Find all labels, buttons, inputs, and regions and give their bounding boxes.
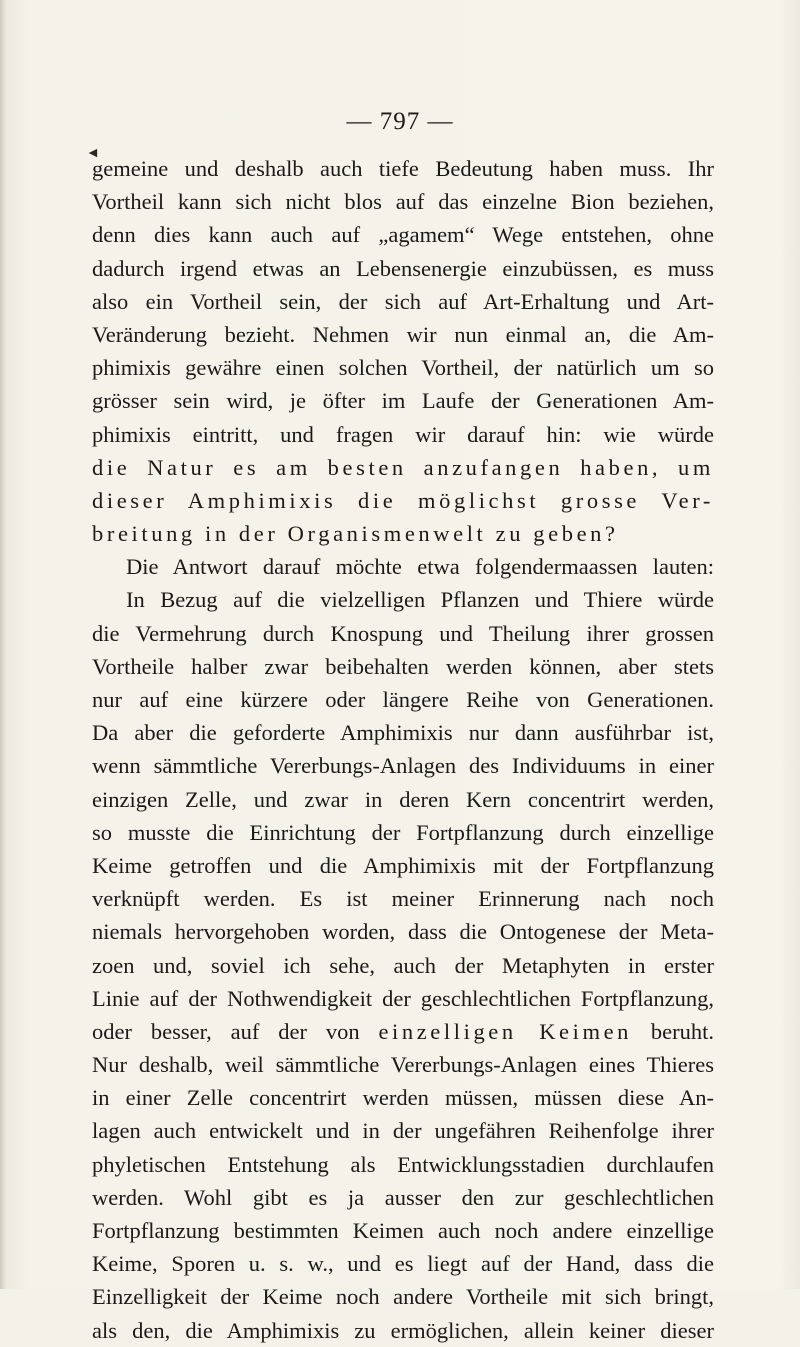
text-line-17: nur auf eine kürzere oder längere Reihe von Generationen.	[92, 687, 714, 712]
text-line-11-emphasis: dieser Amphimixis die möglichst grosse Ver-	[92, 487, 714, 513]
text-line-27-end: beruht.	[650, 1018, 714, 1044]
text-line-10-emphasis: die Natur es am besten anzufangen haben, um	[92, 454, 714, 480]
text-line-9: phimixis eintritt, und fragen wir darauf hin: wie würde	[92, 421, 714, 447]
text-line-12-emphasis: breitung in der Organismenwelt zu geben?	[92, 521, 619, 547]
text-line-27-start: oder besser, auf der von	[92, 1018, 360, 1044]
text-line-4: dadurch irgend etwas an Lebensenergie einzubüssen, es muss	[92, 255, 714, 281]
text-line-32: werden. Wohl gibt es ja ausser den zur geschlechtlichen	[92, 1184, 714, 1210]
text-line-14: In Bezug auf die vielzelligen Pflanzen und Thiere würde	[126, 587, 714, 613]
text-line-26: Linie auf der Nothwendigkeit der geschlechtlichen Fortpflanzung,	[92, 985, 714, 1011]
text-line-19: wenn sämmtliche Vererbungs-Anlagen des Individuums in einer	[92, 753, 714, 779]
text-line-31: phyletischen Entstehung als Entwicklungsstadien durchlaufen	[92, 1151, 714, 1177]
text-line-5: also ein Vortheil sein, der sich auf Art-Erhaltung und Art-	[92, 288, 714, 314]
text-line-35: Einzelligkeit der Keime noch andere Vortheile mit sich bringt,	[92, 1284, 714, 1310]
text-line-28: Nur deshalb, weil sämmtliche Vererbungs-Anlagen eines Thieres	[92, 1052, 714, 1078]
text-line-3: denn dies kann auch auf „agamem“ Wege entstehen, ohne	[92, 222, 714, 248]
text-line-33: Fortpflanzung bestimmten Keimen auch noch andere einzellige	[92, 1218, 714, 1243]
page-edge-shadow	[0, 0, 6, 1289]
text-line-6: Veränderung bezieht. Nehmen wir nun einmal an, die Am-	[92, 321, 714, 347]
text-line-1: gemeine und deshalb auch tiefe Bedeutung haben muss. Ihr	[92, 156, 714, 181]
text-line-18: Da aber die geforderte Amphimixis nur dann ausführbar ist,	[92, 720, 714, 746]
text-line-7: phimixis gewähre einen solchen Vortheil, der natürlich um so	[92, 355, 714, 381]
text-line-29: in einer Zelle concentrirt werden müssen, müssen diese An-	[92, 1085, 714, 1111]
text-line-34: Keime, Sporen u. s. w., und es liegt auf der Hand, dass die	[92, 1251, 714, 1277]
ink-speck: ◄	[86, 146, 100, 161]
text-line-20: einzigen Zelle, und zwar in deren Kern concentrirt werden,	[92, 786, 714, 812]
text-line-8: grösser sein wird, je öfter im Laufe der Generationen Am-	[92, 388, 714, 414]
page-number: — 797 —	[346, 108, 454, 135]
text-line-16: Vortheile halber zwar beibehalten werden können, aber stets	[92, 653, 714, 679]
text-line-24: niemals hervorgehoben worden, dass die Ontogenese der Meta-	[92, 919, 714, 945]
text-line-13: Die Antwort darauf möchte etwa folgendermaassen lauten:	[126, 554, 714, 580]
text-line-25: zoen und, soviel ich sehe, auch der Metaphyten in erster	[92, 952, 714, 978]
text-line-23: verknüpft werden. Es ist meiner Erinnerung nach noch	[92, 886, 714, 912]
text-line-2: Vortheil kann sich nicht blos auf das einzelne Bion beziehen,	[92, 189, 714, 215]
text-line-22: Keime getroffen und die Amphimixis mit der Fortpflanzung	[92, 852, 714, 878]
text-line-27-emphasis: einzelligen Keimen	[378, 1018, 633, 1044]
body-text	[92, 152, 714, 1347]
text-line-36: als den, die Amphimixis zu ermöglichen, allein keiner dieser	[92, 1317, 714, 1343]
text-line-27	[92, 1015, 714, 1048]
text-line-21: so musste die Einrichtung der Fortpflanzung durch einzellige	[92, 819, 714, 845]
text-line-30: lagen auch entwickelt und in der ungefähren Reihenfolge ihrer	[92, 1118, 714, 1144]
text-line-15: die Vermehrung durch Knospung und Theilung ihrer grossen	[92, 620, 714, 646]
